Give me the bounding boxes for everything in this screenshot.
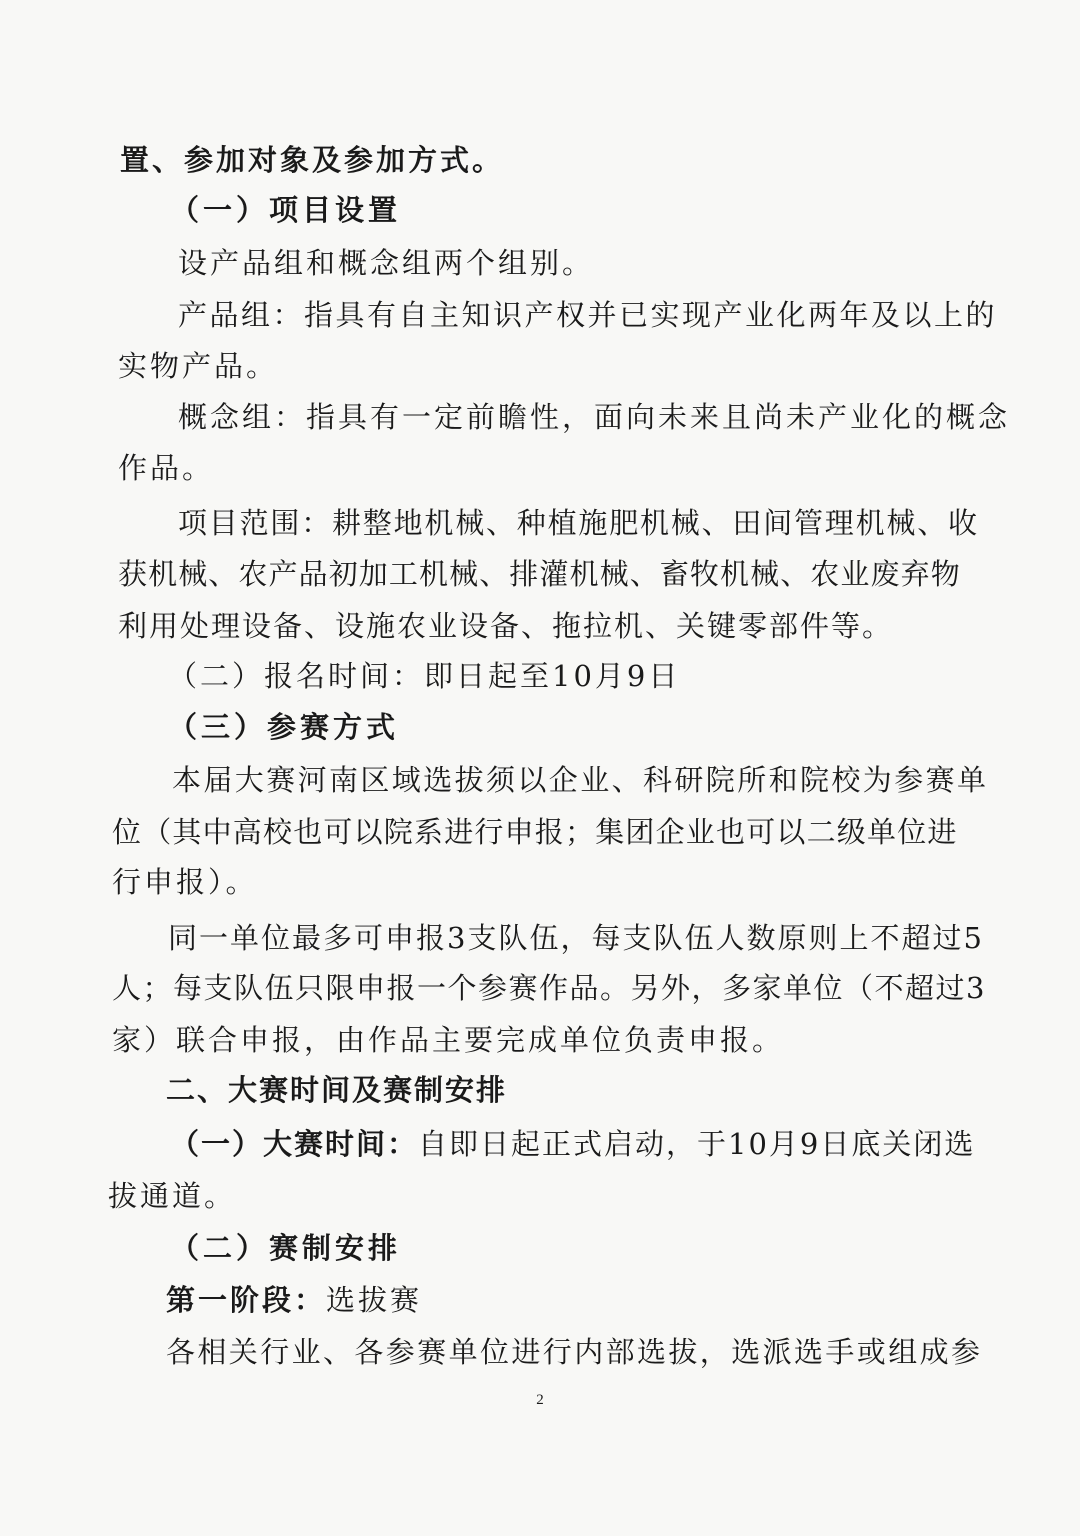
body-line: 实物产品。 bbox=[118, 349, 279, 383]
body-line: 行申报）。 bbox=[112, 865, 258, 899]
body-line: 产品组：指具有自主知识产权并已实现产业化两年及以上的 bbox=[178, 298, 998, 332]
section-heading-schedule: 二、大赛时间及赛制安排 bbox=[166, 1073, 508, 1107]
body-line-competition-time bbox=[170, 1124, 975, 1164]
subheading-format: （二）赛制安排 bbox=[170, 1231, 402, 1265]
body-line: 设产品组和概念组两个组别。 bbox=[178, 246, 595, 280]
body-line: 人；每支队伍只限申报一个参赛作品。另外，多家单位（不超过3 bbox=[112, 971, 986, 1005]
body-line: 利用处理设备、设施农业设备、拖拉机、关键零部件等。 bbox=[118, 609, 894, 643]
body-line: 作品。 bbox=[118, 451, 215, 485]
subheading-project-setup: （一）项目设置 bbox=[170, 193, 402, 227]
body-line: 概念组：指具有一定前瞻性，面向未来且尚未产业化的概念 bbox=[178, 400, 1011, 434]
section-heading-continuation: 置、参加对象及参加方式。 bbox=[120, 143, 505, 177]
subheading-participation: （三）参赛方式 bbox=[168, 710, 400, 744]
body-line: 拔通道。 bbox=[108, 1179, 237, 1213]
body-line: 同一单位最多可申报3支队伍，每支队伍人数原则上不超过5 bbox=[168, 921, 984, 955]
inline-heading: （一）大赛时间： bbox=[170, 1127, 419, 1161]
body-line-registration-time: （二）报名时间：即日起至10月9日 bbox=[168, 659, 681, 693]
body-line: 本届大赛河南区域选拔须以企业、科研院所和院校为参赛单 bbox=[172, 763, 989, 797]
inline-heading: 第一阶段： bbox=[166, 1283, 327, 1317]
body-line: 获机械、农产品初加工机械、排灌机械、畜牧机械、农业废弃物 bbox=[118, 557, 961, 591]
body-line: 家）联合申报，由作品主要完成单位负责申报。 bbox=[112, 1023, 785, 1057]
inline-text: 自即日起正式启动，于10月9日底关闭选 bbox=[418, 1127, 976, 1161]
page-number: 2 bbox=[536, 1392, 544, 1408]
body-line: 位（其中高校也可以院系进行申报；集团企业也可以二级单位进 bbox=[112, 815, 958, 849]
body-line: 各相关行业、各参赛单位进行内部选拔，选派选手或组成参 bbox=[166, 1335, 983, 1369]
body-line-stage-one bbox=[166, 1280, 422, 1320]
body-line: 项目范围：耕整地机械、种植施肥机械、田间管理机械、收 bbox=[178, 506, 979, 540]
inline-text: 选拔赛 bbox=[326, 1283, 423, 1317]
